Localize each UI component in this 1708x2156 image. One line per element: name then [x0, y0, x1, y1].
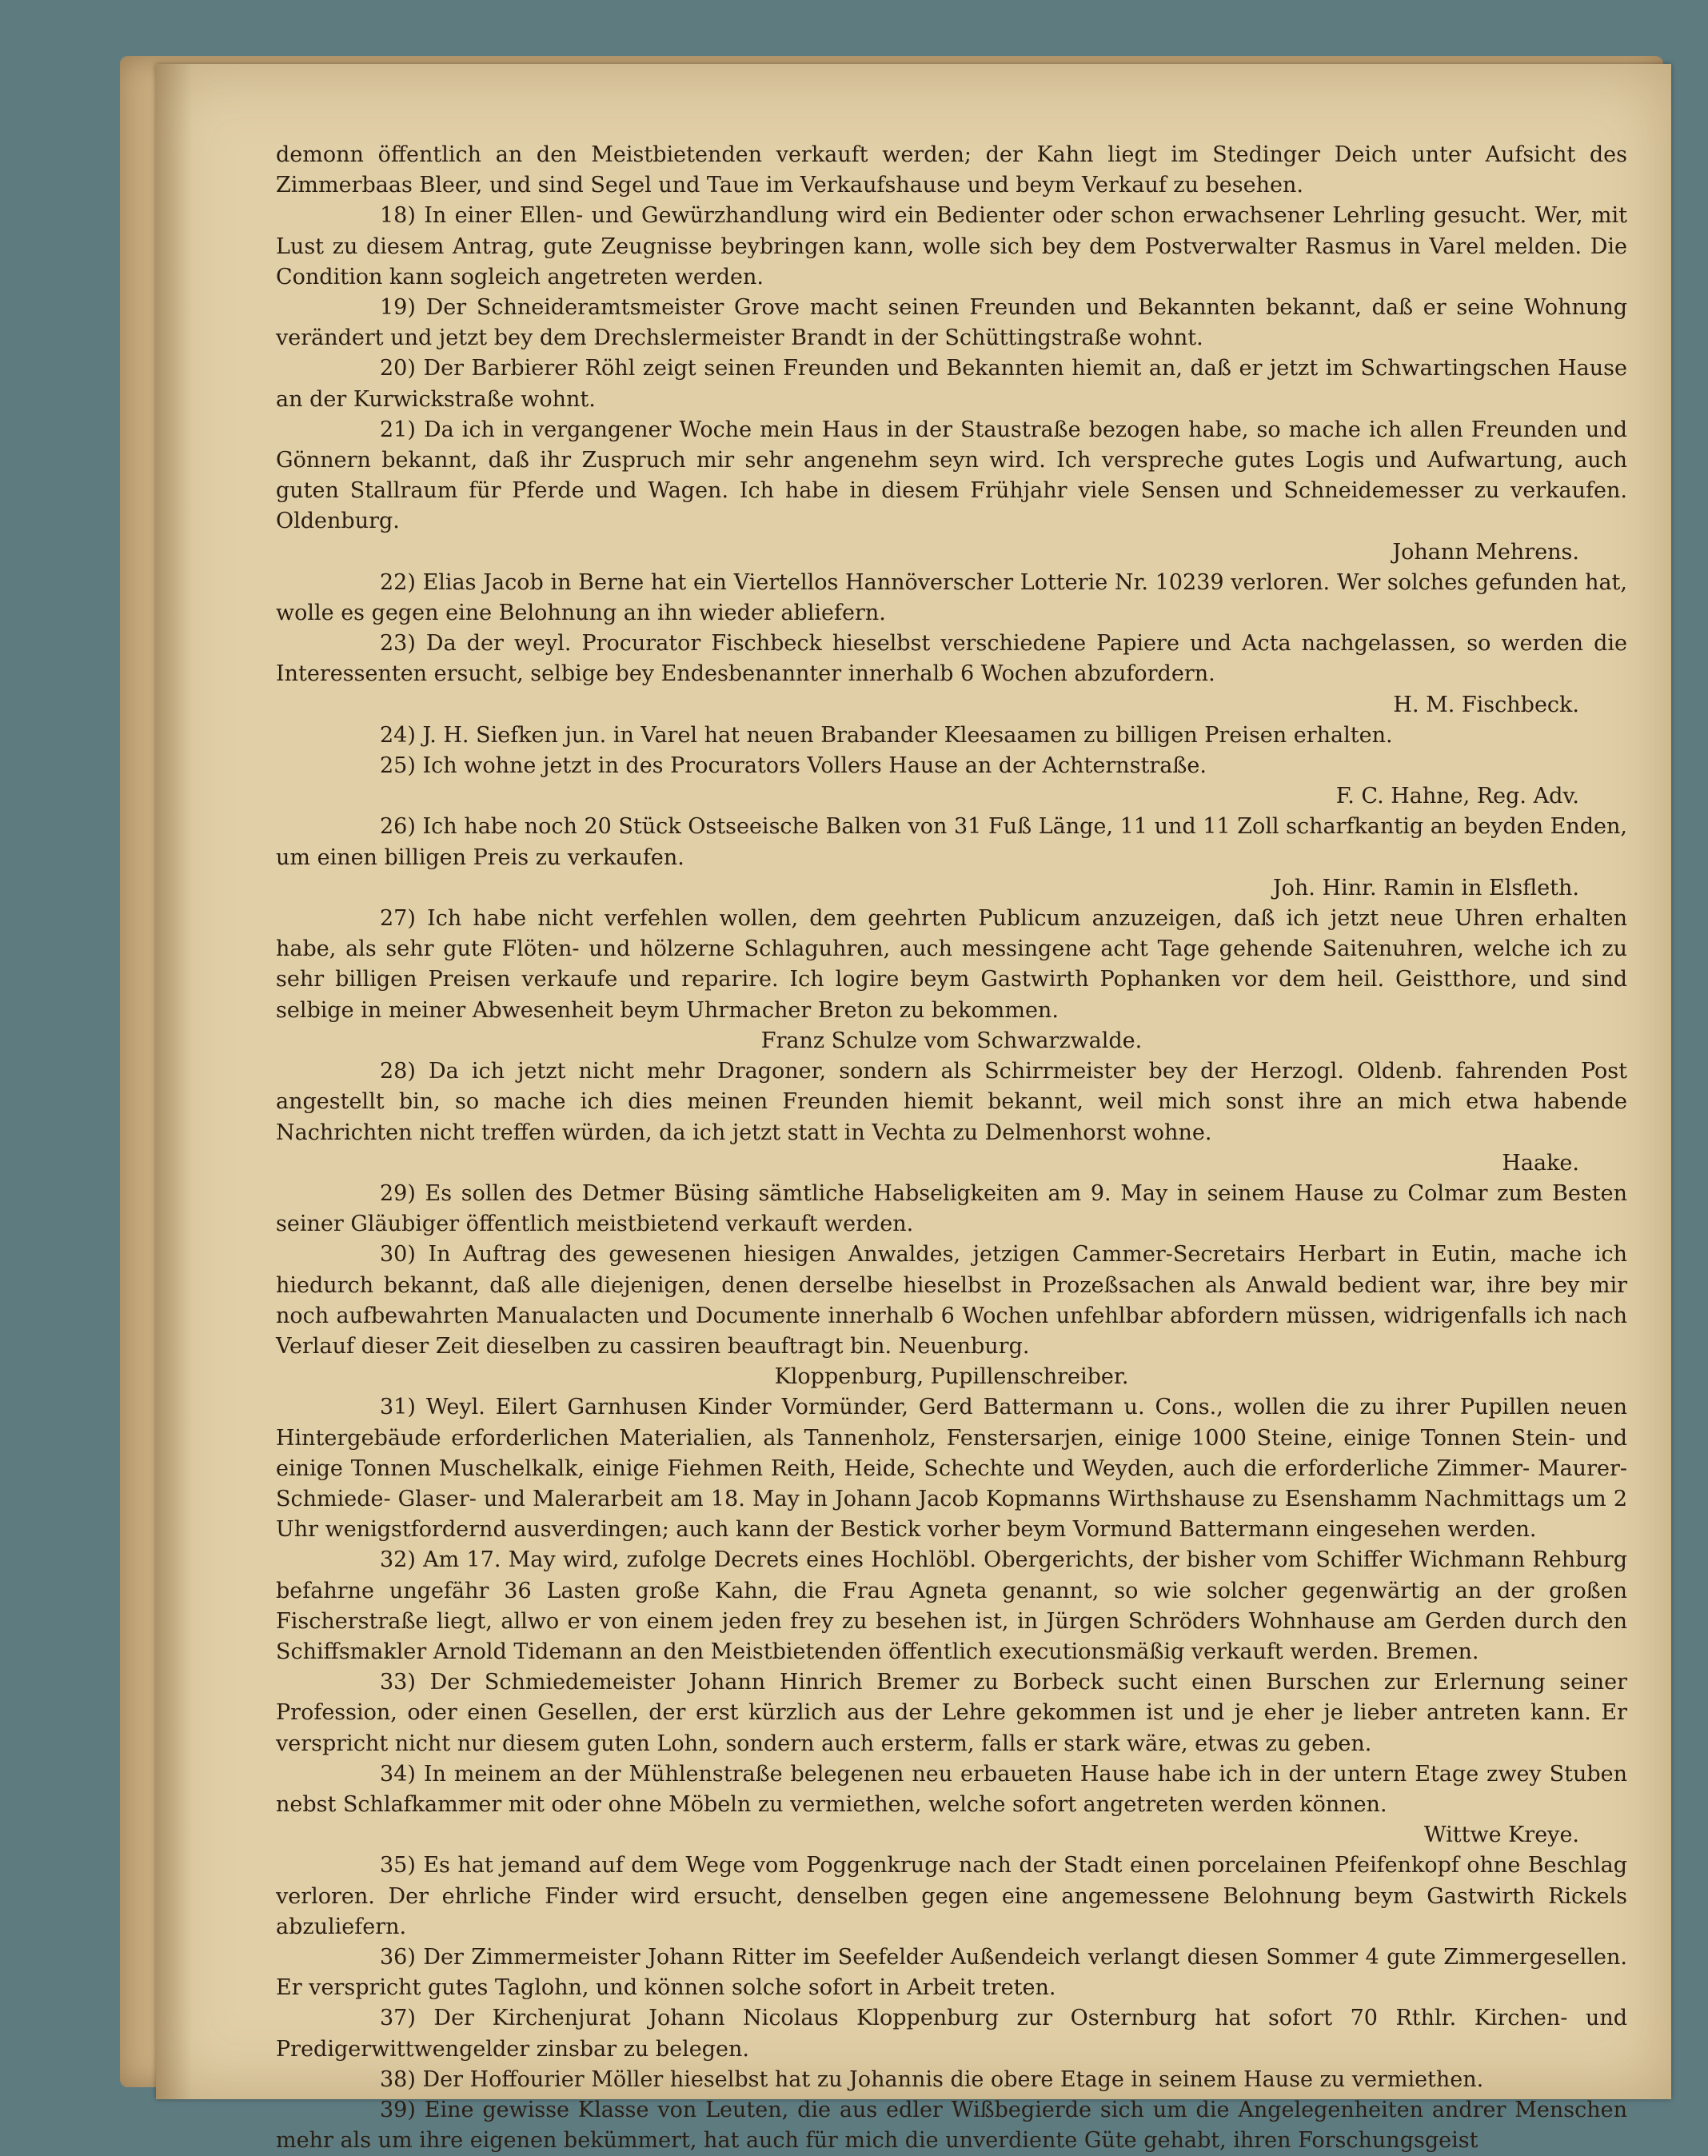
notice-text: Der Hoffourier Möller hieselbst hat zu Johannis die obere Etage in seinem Hause zu vermiethen.	[422, 2066, 1484, 2092]
notice-text: Es sollen des Detmer Büsing sämtliche Habseligkeiten am 9. May in seinem Hause zu Colmar zum Besten seiner Gläubiger öffentlich meistbietend verkauft werden.	[276, 1180, 1627, 1237]
notice-paragraph	[276, 751, 1627, 812]
notice-text: Weyl. Eilert Garnhusen Kinder Vormünder, Gerd Battermann u. Cons., wollen die zu ihrer Pupillen neuen Hintergebäude erforderlichen Materialien, als Tannenholz, Fenstersarjen, einige 1000 Steine, einige Tonnen Stein- und einige Tonnen Muschelkalk, einige Fiehmen Reith, Heide, Schechte und Weyden, auch die erforderliche Zimmer- Maurer- Schmiede- Glaser- und Malerarbeit am 18. May in Johann Jacob Kopmanns Wirthshause zu Esenshamm Nachmittags um 2 Uhr wenigstfordernd ausverdingen; auch kann der Bestick vorher beym Vormund Battermann eingesehen werden.	[276, 1395, 1627, 1543]
notice-paragraph	[276, 415, 1627, 568]
notice-paragraph	[276, 568, 1627, 629]
notice-text: Eine gewisse Klasse von Leuten, die aus edler Wißbegierde sich um die Angelegenheiten andrer Menschen mehr als um ihre eigenen bekümmert, hat auch für mich die unverdiente Güte gehabt, ihren Forschungsgeist	[276, 2098, 1627, 2154]
notice-signature: Kloppenburg, Pupillenschreiber.	[774, 1364, 1129, 1390]
notice-paragraph	[276, 1392, 1627, 1545]
notice-number: 25)	[380, 753, 416, 779]
notice-number: 27)	[380, 906, 416, 932]
notice-paragraph	[276, 2065, 1627, 2095]
notice-number: 28)	[380, 1059, 416, 1084]
notice-number: 22)	[380, 569, 416, 595]
notice-number: 32)	[380, 1547, 416, 1573]
notice-text: J. H. Siefken jun. in Varel hat neuen Brabander Kleesaamen zu billigen Preisen erhalten.	[422, 722, 1393, 748]
notice-paragraph	[276, 1667, 1627, 1759]
notice-text: In einer Ellen- und Gewürzhandlung wird ein Bedienter oder schon erwachsener Lehrling gesucht. Wer, mit Lust zu diesem Antrag, gute Zeugnisse beybringen kann, wolle sich bey dem Postverwalter Rasmus in Varel melden. Die Condition kann sogleich angetreten werden.	[276, 203, 1627, 289]
notice-number: 36)	[380, 1944, 416, 1970]
notice-text: Am 17. May wird, zufolge Decrets eines Hochlöbl. Obergerichts, der bisher vom Schiffer Wichmann Rehburg befahrne ungefähr 36 Lasten große Kahn, die Frau Agneta genannt, so wie solcher gegenwärtig an der großen Fischerstraße liegt, allwo er von einem jeden frey zu besehen ist, in Jürgen Schröders Wohnhause am Gerden durch den Schiffsmakler Arnold Tidemann an den Meistbietenden öffentlich executionsmäßig verkauft werden. Bremen.	[276, 1547, 1627, 1664]
notice-text: Der Kirchenjurat Johann Nicolaus Kloppenburg zur Osternburg hat sofort 70 Rthlr. Kirchen- und Predigerwittwengelder zinsbar zu belegen.	[276, 2006, 1627, 2062]
notice-number: 26)	[380, 814, 416, 840]
notice-text: Da ich jetzt nicht mehr Dragoner, sondern als Schirrmeister bey der Herzogl. Oldenb. fahrenden Post angestellt bin, so mache ich dies meinen Freunden hiemit bekannt, weil mich sonst ihre an mich etwa habende Nachrichten nicht treffen würden, da ich jetzt statt in Vechta zu Delmenhorst wohne.	[276, 1059, 1627, 1145]
notice-text: Elias Jacob in Berne hat ein Viertellos Hannöverscher Lotterie Nr. 10239 verloren. Wer solches gefunden hat, wolle es gegen eine Belohnung an ihn wieder abliefern.	[276, 569, 1627, 626]
notice-number: 38)	[380, 2066, 416, 2092]
notice-signature: Johann Mehrens.	[1392, 539, 1579, 565]
notice-paragraph	[276, 721, 1627, 751]
notice-number: 33)	[380, 1670, 416, 1695]
notice-paragraph	[276, 140, 1627, 201]
notice-paragraph	[276, 1759, 1627, 1851]
notice-text: Da der weyl. Procurator Fischbeck hieselbst verschiedene Papiere und Acta nachgelassen, so werden die Interessenten ersucht, selbige bey Endesbenannter innerhalb 6 Wochen abzufordern.	[276, 631, 1627, 687]
notice-paragraph	[276, 1240, 1627, 1392]
notice-text: Ich habe noch 20 Stück Ostseeische Balken von 31 Fuß Länge, 11 und 11 Zoll scharfkantig an beyden Enden, um einen billigen Preis zu verkaufen.	[276, 814, 1627, 870]
notice-signature: F. C. Hahne, Reg. Adv.	[1335, 784, 1579, 809]
notice-signature: Joh. Hinr. Ramin in Elsfleth.	[1272, 875, 1579, 900]
notice-text: Da ich in vergangener Woche mein Haus in der Staustraße bezogen habe, so mache ich allen Freunden und Gönnern bekannt, daß ihr Zuspruch mir sehr angenehm seyn wird. Ich verspreche gutes Logis und Aufwartung, auch guten Stallraum für Pferde und Wagen. Ich habe in diesem Frühjahr viele Sensen und Schneidemesser zu verkaufen. Oldenburg.	[276, 417, 1627, 534]
notice-number: 19)	[380, 295, 416, 321]
notice-text: In meinem an der Mühlenstraße belegenen neu erbaueten Hause habe ich in der untern Etage zwey Stuben nebst Schlafkammer mit oder ohne Möbeln zu vermiethen, welche sofort angetreten werden können.	[276, 1761, 1627, 1817]
notices-text-block	[276, 140, 1627, 2156]
notice-number: 29)	[380, 1180, 416, 1206]
notice-number: 37)	[380, 2006, 416, 2031]
notice-text: Ich wohne jetzt in des Procurators Vollers Hause an der Achternstraße.	[422, 753, 1207, 779]
notice-text: demonn öffentlich an den Meistbietenden verkauft werden; der Kahn liegt im Stedinger Deich unter Aufsicht des Zimmerbaas Bleer, und sind Segel und Taue im Verkaufshause und beym Verkauf zu besehen.	[276, 142, 1627, 198]
notice-signature: H. M. Fischbeck.	[1393, 692, 1579, 717]
notice-paragraph	[276, 2095, 1627, 2156]
notice-text: Es hat jemand auf dem Wege vom Poggenkruge nach der Stadt einen porcelainen Pfeifenkopf ohne Beschlag verloren. Der ehrliche Finder wird ersucht, denselben gegen eine angemessene Belohnung beym Gastwirth Rickels abzuliefern.	[276, 1853, 1627, 1939]
notice-number: 20)	[380, 356, 416, 381]
notice-paragraph	[276, 1056, 1627, 1179]
notice-number: 39)	[380, 2098, 416, 2122]
notice-paragraph	[276, 904, 1627, 1056]
notice-text: Ich habe nicht verfehlen wollen, dem geehrten Publicum anzuzeigen, daß ich jetzt neue Uhren erhalten habe, als sehr gute Flöten- und hölzerne Schlaguhren, auch messingene acht Tage gehende Saitenuhren, welche ich zu sehr billigen Preisen verkaufe und reparire. Ich logire beym Gastwirth Pophanken vor dem heil. Geistthore, und sind selbige in meiner Abwesenheit beym Uhrmacher Breton zu bekommen.	[276, 906, 1627, 1023]
notice-paragraph	[276, 2003, 1627, 2064]
notice-signature: Haake.	[1502, 1150, 1579, 1176]
notice-number: 31)	[380, 1395, 416, 1420]
notice-number: 30)	[380, 1242, 416, 1268]
notice-paragraph	[276, 1545, 1627, 1667]
notice-paragraph	[276, 293, 1627, 353]
notice-signature: Wittwe Kreye.	[1423, 1823, 1579, 1848]
notice-number: 35)	[380, 1853, 416, 1879]
document-page	[156, 64, 1671, 2154]
notice-number: 23)	[380, 631, 416, 657]
notice-paragraph	[276, 353, 1627, 414]
notice-text: In Auftrag des gewesenen hiesigen Anwaldes, jetzigen Cammer-Secretairs Herbart in Eutin, mache ich hiedurch bekannt, daß alle diejenigen, denen derselbe hieselbst in Prozeßsachen als Anwald bedient war, ihre bey mir noch aufbewahrten Manualacten und Documente innerhalb 6 Wochen unfehlbar abfordern müssen, widrigenfalls ich nach Verlauf dieser Zeit dieselben zu cassiren beauftragt bin. Neuenburg.	[276, 1242, 1627, 1359]
notice-text: Der Barbierer Röhl zeigt seinen Freunden und Bekannten hiemit an, daß er jetzt im Schwartingschen Hause an der Kurwickstraße wohnt.	[276, 356, 1627, 412]
notice-paragraph	[276, 201, 1627, 293]
notice-paragraph	[276, 812, 1627, 904]
notice-text: Der Schmiedemeister Johann Hinrich Bremer zu Borbeck sucht einen Burschen zur Erlernung seiner Profession, oder einen Gesellen, der erst kürzlich aus der Lehre gekommen ist und je eher je lieber antreten kann. Er verspricht nicht nur diesem guten Lohn, sondern auch ersterm, falls er stark wäre, etwas zu geben.	[276, 1670, 1627, 1756]
notice-text: Der Zimmermeister Johann Ritter im Seefelder Außendeich verlangt diesen Sommer 4 gute Zimmergesellen. Er verspricht gutes Taglohn, und können solche sofort in Arbeit treten.	[276, 1944, 1627, 2001]
notice-number: 18)	[380, 203, 416, 229]
notice-paragraph	[276, 629, 1627, 721]
notice-number: 34)	[380, 1761, 416, 1787]
notice-paragraph	[276, 1851, 1627, 1942]
notice-number: 24)	[380, 722, 416, 748]
notice-paragraph	[276, 1942, 1627, 2003]
notice-text: Der Schneideramtsmeister Grove macht seinen Freunden und Bekannten bekannt, daß er seine Wohnung verändert und jetzt bey dem Drechslermeister Brandt in der Schüttingstraße wohnt.	[276, 295, 1627, 351]
notice-paragraph	[276, 1179, 1627, 1240]
notice-signature: Franz Schulze vom Schwarzwalde.	[760, 1028, 1143, 1053]
notice-number: 21)	[380, 417, 416, 442]
